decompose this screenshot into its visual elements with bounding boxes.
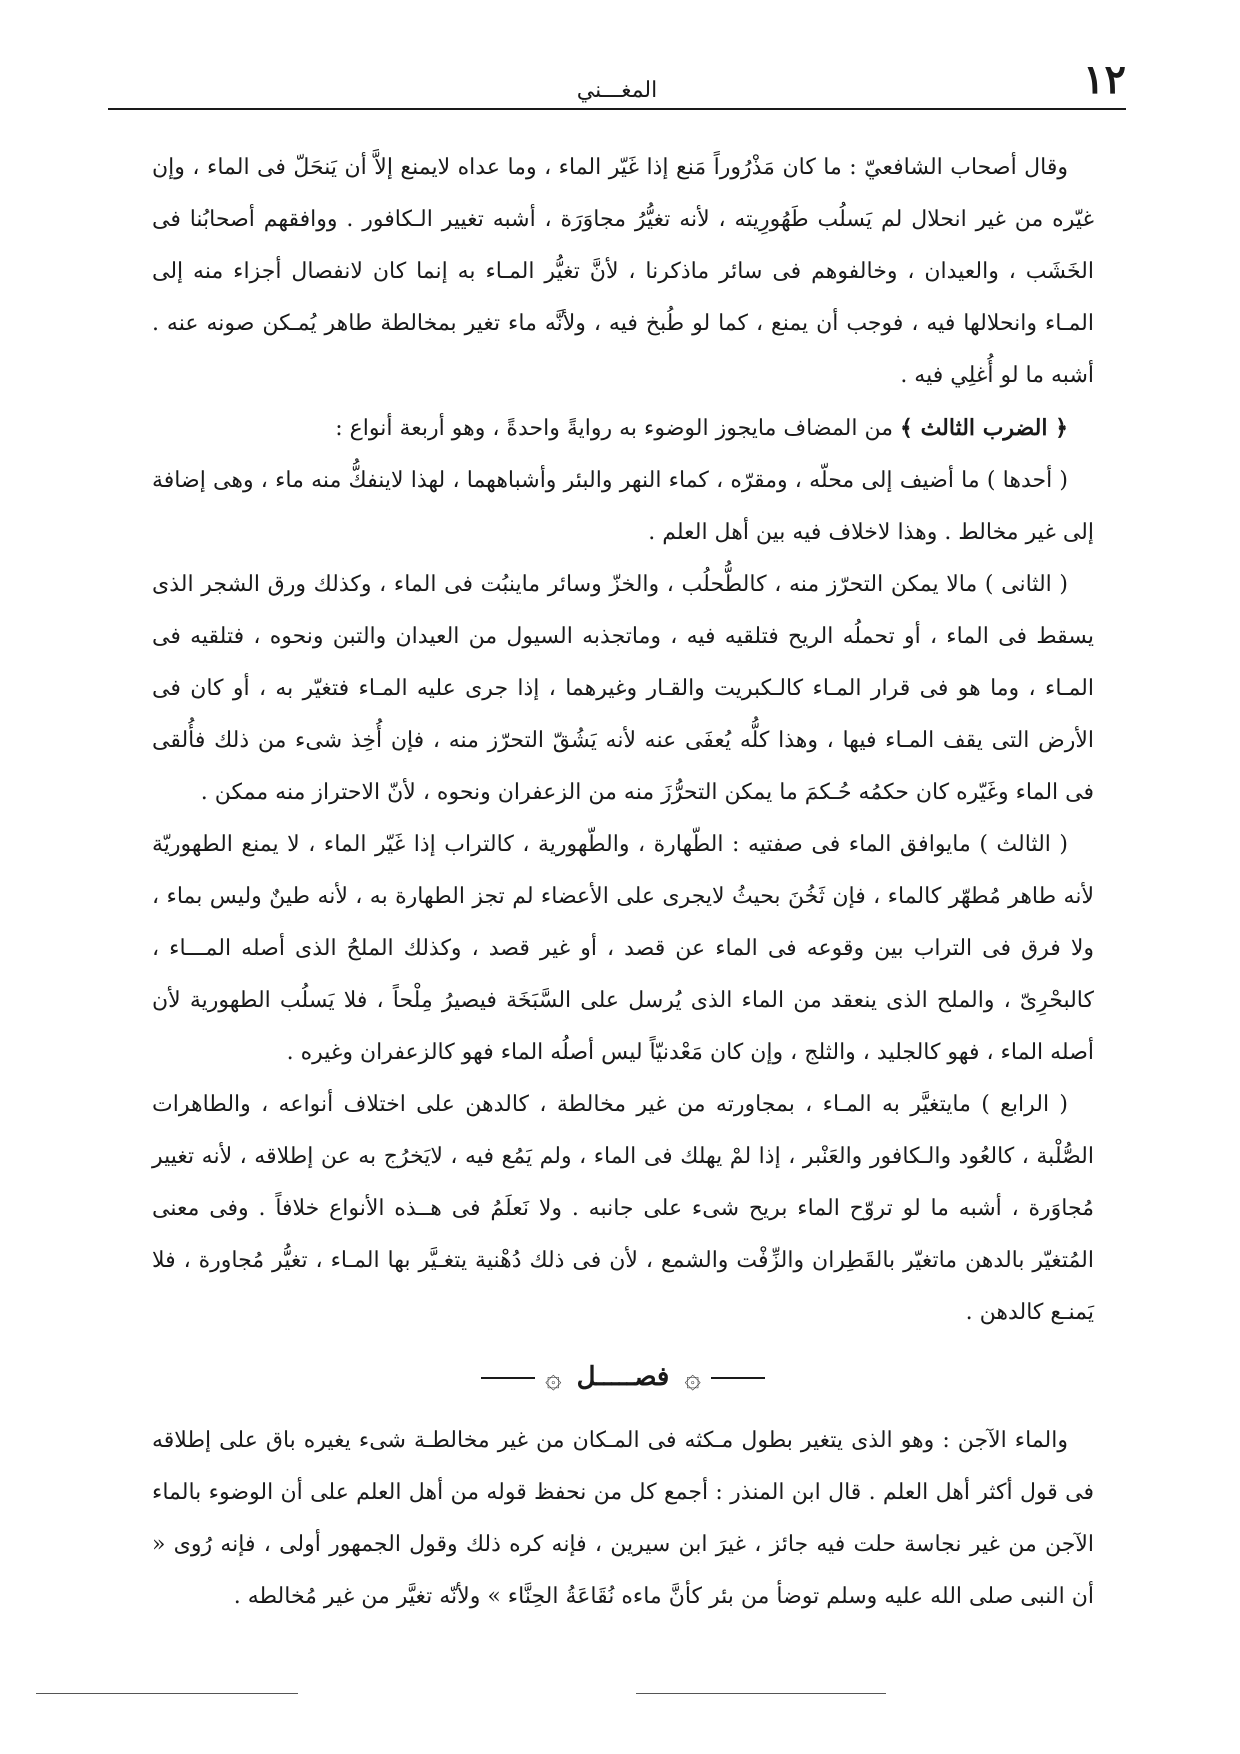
section-title: فصـــــل: [576, 1362, 670, 1392]
section-heading-fasl: [152, 1341, 1094, 1413]
page-number: ١٢: [1083, 56, 1126, 103]
paragraph-shafii: وقال أصحاب الشافعيّ : ما كان مَذْرُوراً مَنع إذا غَيّر الماء ، وما عداه لايمنع إلاَّ أن يَنحَلّ فى الماء ، وإن غيّره من غير انحلال لم يَسلُب طَهُورِيته ، لأنه تغيُّرُ مجاوَرَة ، أشبه تغيير الـكافور . ووافقهم أصحابُنا فى الخَشَب ، والعيدان ، وخالفوهم فى سائر ماذكرنا ، لأنَّ تغيُّر المـاء به إنما كان لانفصال أجزاء منه إلى المـاء وانحلالها فيه ، فوجب أن يمنع ، كما لو طُبخ فيه ، ولأنَّه ماء تغير بمخالطة طاهر يُمـكن صونه عنه . أشبه ما لو أُغلِي فيه .: [152, 155, 1094, 388]
ornament-icon-right: ۞: [684, 1361, 701, 1394]
paragraph-third-kind: [152, 402, 1094, 455]
paragraph-type-fourth: ( الرابع ) مايتغيَّر به المـاء ، بمجاورته من غير مخالطة ، كالدهن على اختلاف أنواعه ، والطاهرات الصُّلْبة ، كالعُود والـكافور والعَنْبر ، إذا لمْ يهلك فى الماء ، ولم يَمُع فيه ، لايَخرُج به عن إطلاقه ، لأنه تغيير مُجاوَرة ، أشبه ما لو تروّح الماء بريح شىء على جانبه . ولا نَعلَمُ فى هــذه الأنواع خلافاً . وفى معنى المُتغيّر بالدهن ماتغيّر بالقَطِران والزِّفْت والشمع ، لأن فى ذلك دُهْنية يتغـيَّر بها المـاء ، تغيُّر مُجاورة ، فلا يَمنـع كالدهن .: [152, 1092, 1094, 1325]
ornament-dash-right: [711, 1377, 765, 1379]
third-kind-title: ﴿ الضرب الثالث ﴾: [900, 415, 1068, 441]
paragraph-type-first: ( أحدها ) ما أضيف إلى محلّه ، ومقرّه ، كماء النهر والبئر وأشباههما ، لهذا لاينفكُّ منه ماء ، وهى إضافة إلى غير مخالط . وهذا لاخلاف فيه بين أهل العلم .: [152, 468, 1094, 545]
header-rule: [108, 108, 1126, 110]
footer-rule-right: [636, 1693, 886, 1694]
ornament-icon-left: ۞: [545, 1361, 562, 1394]
paragraph-stagnant-water: والماء الآجن : وهو الذى يتغير بطول مـكثه فى المـكان من غير مخالطـة شىء يغيره باق على إطلاقه فى قول أكثر أهل العلم . قال ابن المنذر : أجمع كل من نحفظ قوله من أهل العلم على أن الوضوء بالماء الآجن من غير نجاسة حلت فيه جائز ، غيرَ ابن سيرين ، فإنه كره ذلك وقول الجمهور أولى ، فإنه رُوى « أن النبى صلى الله عليه وسلم توضأ من بئر كأنَّ ماءه نُقَاعَةُ الحِنَّاء » ولأنّه تغيَّر من غير مُخالطه .: [152, 1428, 1095, 1609]
paragraph-type-third: ( الثالث ) مايوافق الماء فى صفتيه : الطّهارة ، والطّهورية ، كالتراب إذا غَيّر الماء ، لا يمنع الطهوريّة لأنه طاهر مُطهّر كالماء ، فإن ثَخُنَ بحيثُ لايجرى على الأعضاء لم تجز الطهارة به ، لأنه طينٌ وليس بماء ، ولا فرق فى التراب بين وقوعه فى الماء عن قصد ، أو غير قصد ، وكذلك الملحُ الذى أصله المـــاء ، كالبحْرِىّ ، والملح الذى ينعقد من الماء الذى يُرسل على السَّبَخَة فيصيرُ مِلْحاً ، فلا يَسلُب الطهورية لأن أصله الماء ، فهو كالجليد ، والثلج ، وإن كان مَعْدنيّاً ليس أصلُه الماء فهو كالزعفران وغيره .: [152, 832, 1094, 1065]
page-body: [152, 142, 1094, 1623]
paragraph-type-second: ( الثانى ) مالا يمكن التحرّز منه ، كالطُّحلُب ، والخزّ وسائر ماينبُت فى الماء ، وكذلك ورق الشجر الذى يسقط فى الماء ، أو تحملُه الريح فتلقيه فيه ، وماتجذبه السيول من العيدان والتبن ونحوه ، فتلقيه فى المـاء ، وما هو فى قرار المـاء كالـكبريت والقـار وغيرهما ، إذا جرى عليه المـاء فتغيّر به ، أو كان فى الأرض التى يقف المـاء فيها ، وهذا كلُّه يُعفَى عنه لأنه يَشُقّ التحرّز منه ، فإن أُخِذ شىء من ذلك فأُلقى فى الماء وغَيّره كان حكمُه حُـكمَ ما يمكن التحرُّزَ منه من الزعفران ونحوه ، لأنّ الاحتراز منه ممكن .: [152, 572, 1094, 805]
footer-rule-left: [36, 1693, 298, 1694]
running-title: المغـــني: [576, 78, 658, 103]
page-header: [108, 58, 1126, 110]
third-kind-intro: من المضاف مايجوز الوضوء به روايةً واحدةً ، وهو أربعة أنواع :: [335, 416, 894, 441]
ornament-dash-left: [481, 1377, 535, 1379]
